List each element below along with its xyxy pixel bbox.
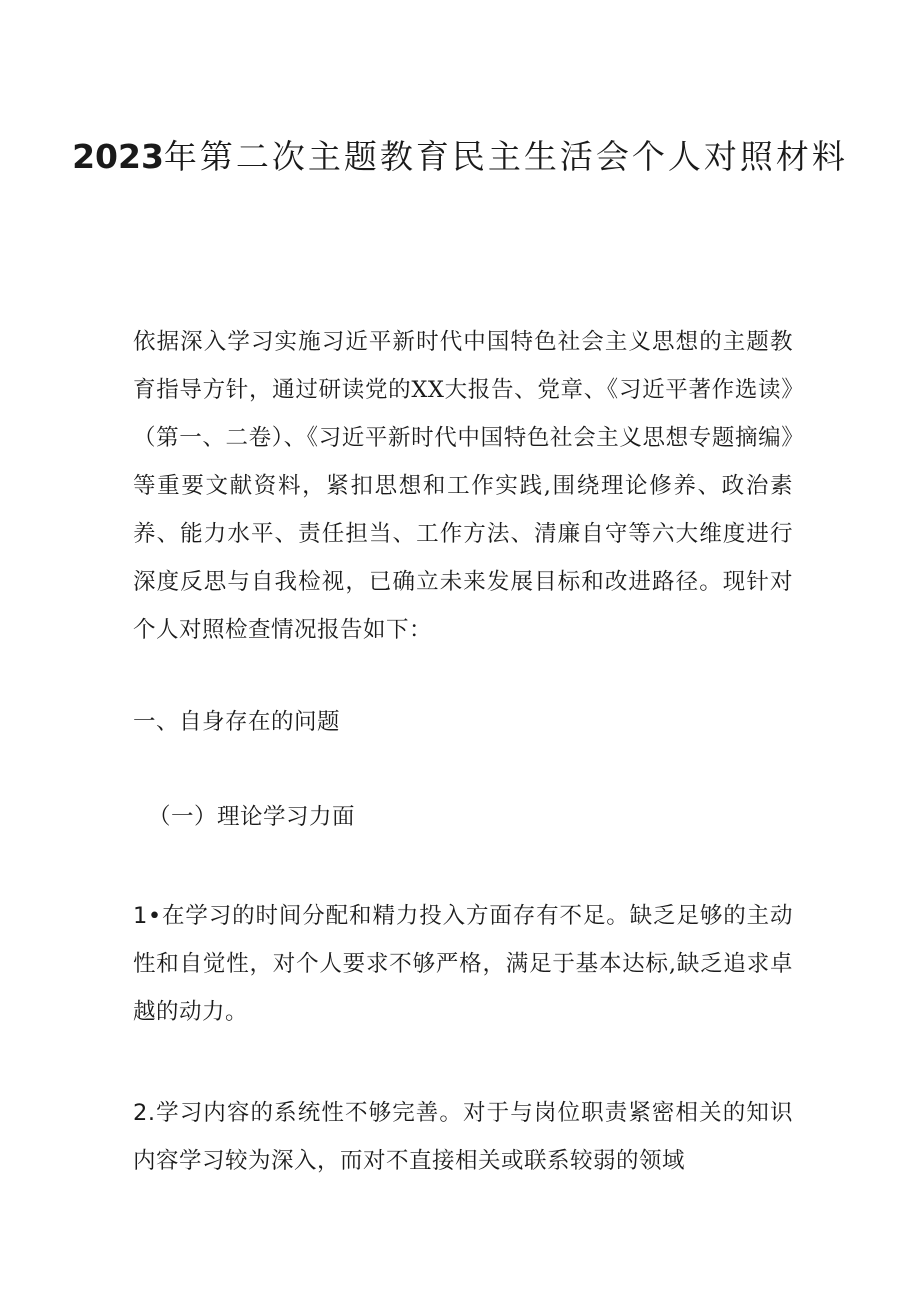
list-item-1	[133, 892, 793, 1036]
title-year: 2023	[72, 137, 164, 176]
title-text: 年第二次主题教育民主生活会个人对照材料	[163, 137, 848, 176]
subsection-heading: （一）理论学习力面	[148, 804, 356, 830]
section-heading: 一、自身存在的问题	[133, 709, 341, 735]
list-item-number: 1•	[133, 903, 162, 929]
list-item-2	[133, 1089, 793, 1185]
list-item-number: 2.	[133, 1100, 156, 1126]
list-item-text: 在学习的时间分配和精力投入方面存有不足。缺乏足够的主动性和自觉性，对个人要求不够严格，满足于基本达标,缺乏追求卓越的动力。	[133, 903, 793, 1025]
list-item-text: 学习内容的系统性不够完善。对于与岗位职责紧密相关的知识内容学习较为深入，而对不直接相关或联系较弱的领域	[133, 1100, 793, 1174]
document-title	[60, 128, 860, 186]
intro-paragraph: 依据深入学习实施习近平新时代中国特色社会主义思想的主题教育指导方针，通过研读党的XX大报告、党章、《习近平著作选读》（第一、二卷）、《习近平新时代中国特色社会主义思想专题摘编》等重要文献资料，紧扣思想和工作实践,围绕理论修养、政治素养、能力水平、责任担当、工作方法、清廉自守等六大维度进行深度反思与自我检视，已确立未来发展目标和改进路径。现针对个人对照检查情况报告如下：	[133, 329, 793, 643]
